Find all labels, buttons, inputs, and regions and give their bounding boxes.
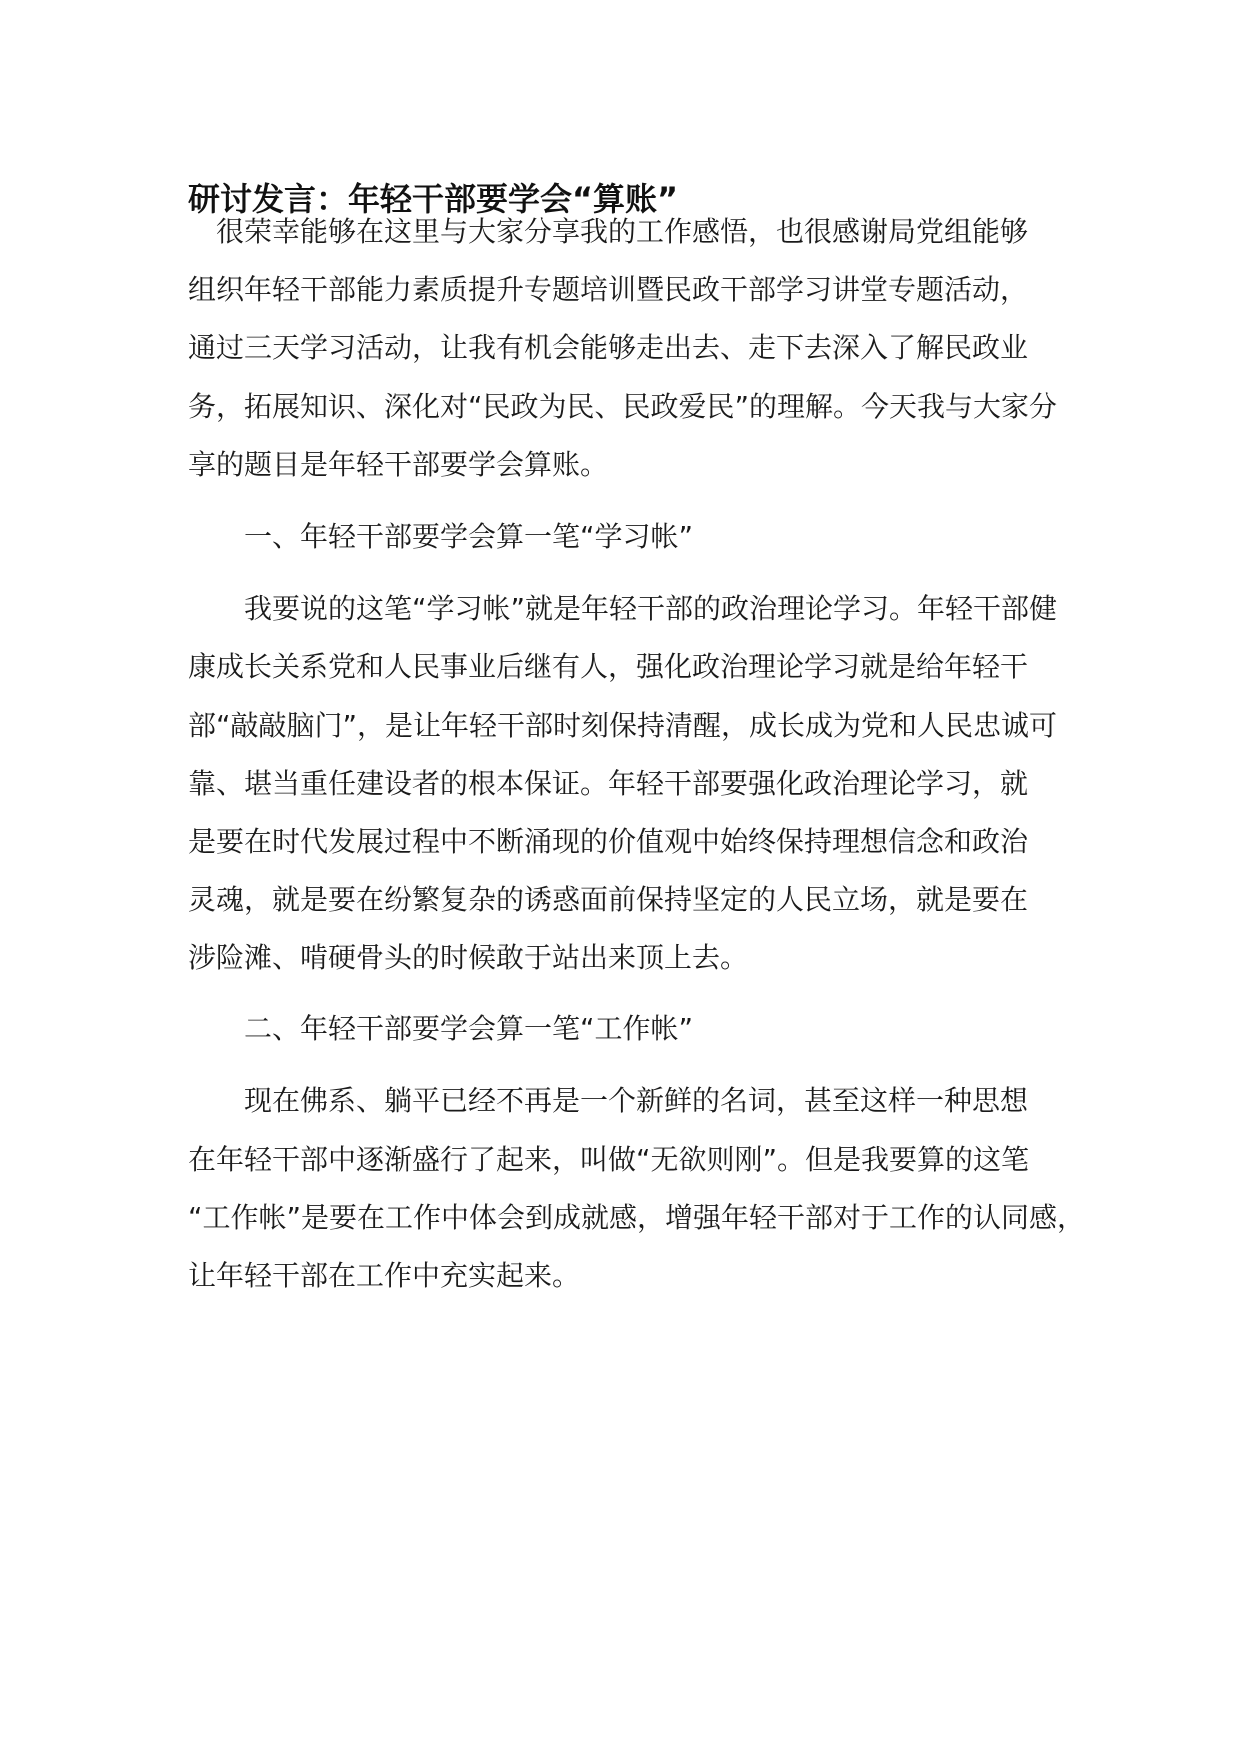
paragraph-line: “工作帐”是要在工作中体会到成就感，增强年轻干部对于工作的认同感， xyxy=(188,1201,1086,1234)
paragraph-line: 享的题目是年轻干部要学会算账。 xyxy=(188,448,609,481)
paragraph-line: 通过三天学习活动，让我有机会能够走出去、走下去深入了解民政业 xyxy=(188,331,1029,364)
paragraph-line: 灵魂，就是要在纷繁复杂的诱惑面前保持坚定的人民立场，就是要在 xyxy=(188,883,1029,916)
paragraph-line: 务，拓展知识、深化对“民政为民、民政爱民”的理解。今天我与大家分 xyxy=(188,390,1058,423)
paragraph-line: 现在佛系、躺平已经不再是一个新鲜的名词，甚至这样一种思想 xyxy=(244,1084,1029,1117)
paragraph-line: 是要在时代发展过程中不断涌现的价值观中始终保持理想信念和政治 xyxy=(188,825,1029,858)
paragraph-line: 我要说的这笔“学习帐”就是年轻干部的政治理论学习。年轻干部健 xyxy=(244,592,1058,625)
section-heading-2: 二、年轻干部要学会算一笔“工作帐” xyxy=(244,1012,694,1045)
paragraph-line: 组织年轻干部能力素质提升专题培训暨民政干部学习讲堂专题活动， xyxy=(188,273,1029,306)
section-heading-1: 一、年轻干部要学会算一笔“学习帐” xyxy=(244,520,694,553)
paragraph-line: 涉险滩、啃硬骨头的时候敢于站出来顶上去。 xyxy=(188,941,749,974)
paragraph-line: 康成长关系党和人民事业后继有人，强化政治理论学习就是给年轻干 xyxy=(188,650,1029,683)
paragraph-line: 部“敲敲脑门”，是让年轻干部时刻保持清醒，成长成为党和人民忠诚可 xyxy=(188,709,1058,742)
paragraph-line: 让年轻干部在工作中充实起来。 xyxy=(188,1259,581,1292)
document-title: 研讨发言：年轻干部要学会“算账” xyxy=(188,180,679,218)
paragraph-line: 很荣幸能够在这里与大家分享我的工作感悟，也很感谢局党组能够 xyxy=(216,215,1029,248)
paragraph-line: 靠、堪当重任建设者的根本保证。年轻干部要强化政治理论学习，就 xyxy=(188,767,1029,800)
paragraph-line: 在年轻干部中逐渐盛行了起来，叫做“无欲则刚”。但是我要算的这笔 xyxy=(188,1143,1030,1176)
